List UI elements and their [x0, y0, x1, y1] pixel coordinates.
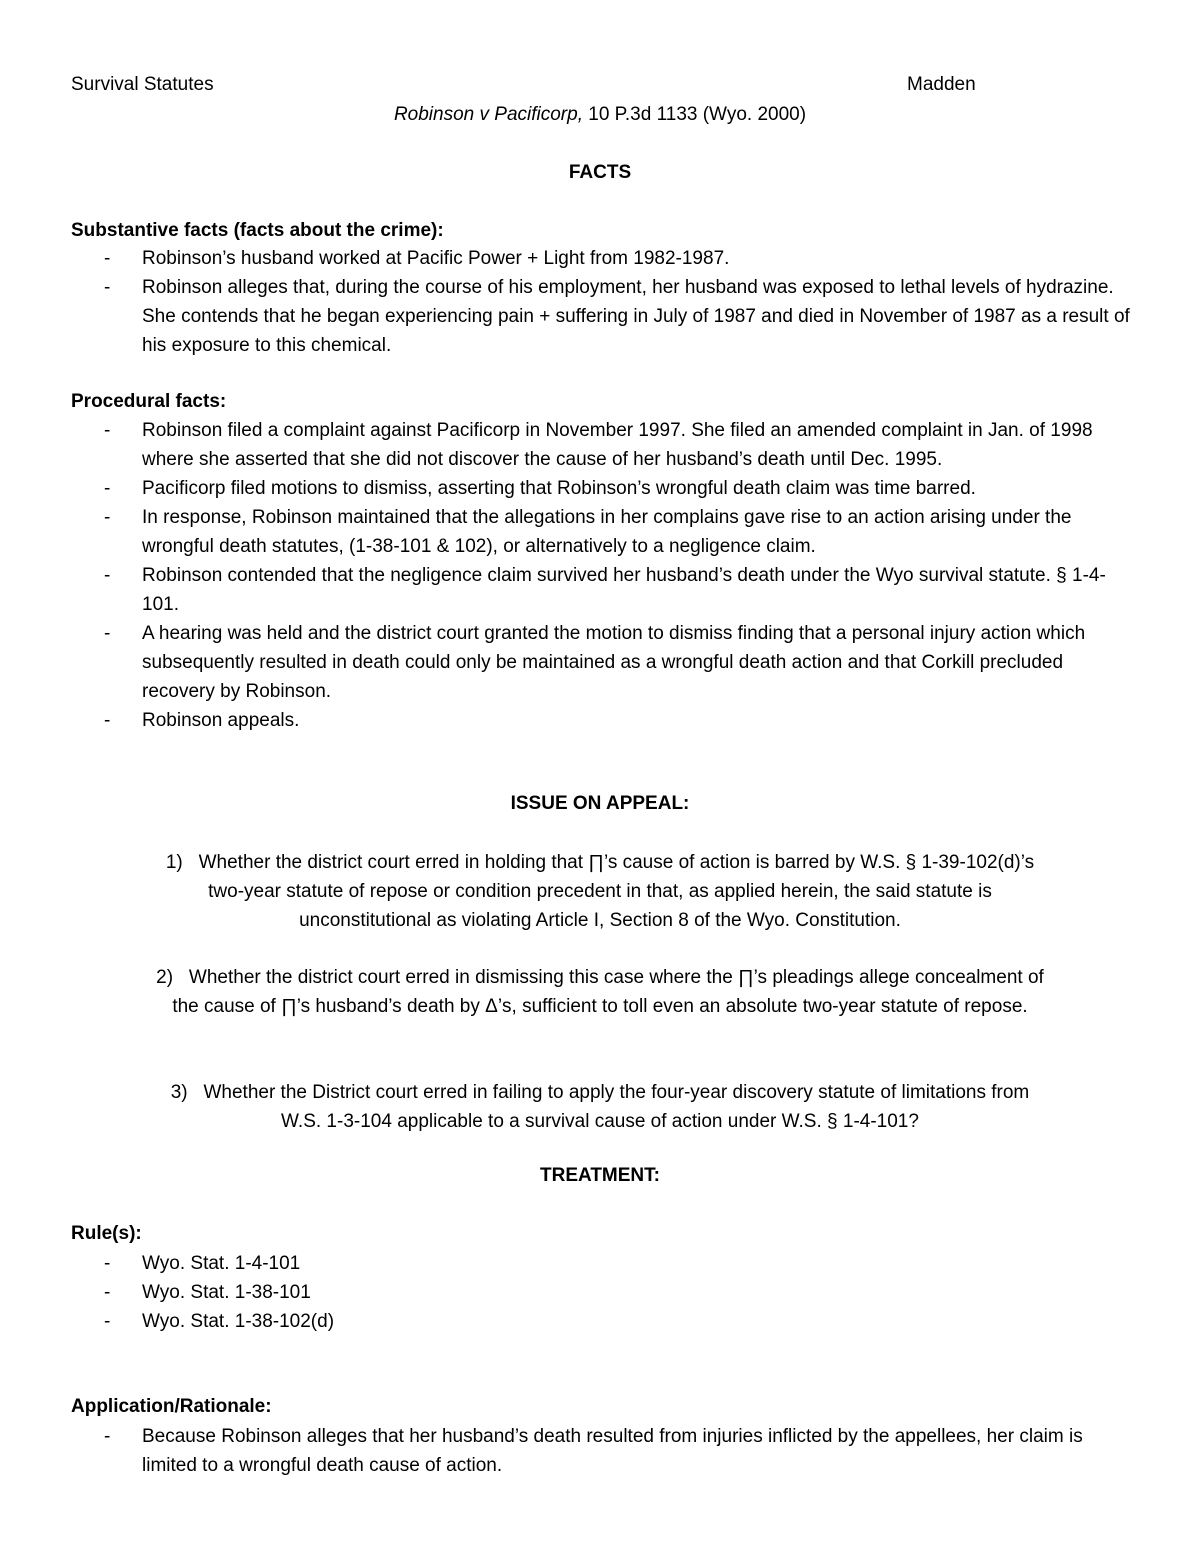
bullet-dash: - [104, 1311, 111, 1332]
issue-item-1: 1) Whether the district court erred in holding that ∏’s cause of action is barred by W.S. § 1-39-102(d)’s two-year statute of repose or condition precedent in that, as applied herein, the said statute is unconstitutional as violating Article I, Section 8 of the Wyo. Constitution. [165, 852, 1035, 931]
bullet-dash: - [104, 277, 111, 298]
rules-list [0, 1249, 1200, 1336]
bullet-dash: - [104, 1253, 111, 1274]
issue-heading: ISSUE ON APPEAL: [510, 793, 690, 814]
list-item: - Wyo. Stat. 1-38-102(d) [0, 1307, 1200, 1336]
list-item: - Robinson filed a complaint against Pacificorp in November 1997. She filed an amended complaint in Jan. of 1998 where she asserted that she did not discover the cause of her husband’s death until Dec. 1995. [0, 416, 1200, 474]
list-item: - Robinson’s husband worked at Pacific Power + Light from 1982-1987. [0, 244, 1200, 273]
issue-number: 2) [156, 967, 174, 988]
list-item: - Because Robinson alleges that her husband’s death resulted from injuries inflicted by the appellees, her claim is limited to a wrongful death cause of action. [0, 1422, 1200, 1480]
bullet-dash: - [104, 507, 111, 528]
list-item: - Wyo. Stat. 1-38-101 [0, 1278, 1200, 1307]
facts-heading: FACTS [568, 162, 632, 183]
header-author: Madden [907, 74, 976, 95]
list-item: - Robinson alleges that, during the course of his employment, her husband was exposed to lethal levels of hydrazine. She contends that he began experiencing pain + suffering in July of 1987 and died in November of 1987 as a result of his exposure to this chemical. [0, 273, 1200, 360]
list-item: - Pacificorp filed motions to dismiss, asserting that Robinson’s wrongful death claim was time barred. [0, 474, 1200, 503]
treatment-heading: TREATMENT: [540, 1165, 660, 1186]
procedural-facts-label: Procedural facts: [71, 391, 227, 412]
bullet-dash: - [104, 420, 111, 441]
bullet-dash: - [104, 710, 111, 731]
bullet-dash: - [104, 248, 111, 269]
issue-number: 1) [165, 852, 183, 873]
issue-number: 3) [170, 1082, 188, 1103]
bullet-dash: - [104, 1282, 111, 1303]
substantive-facts-list [0, 244, 1200, 360]
case-name: Robinson v Pacificorp, [393, 104, 583, 125]
bullet-dash: - [104, 1426, 111, 1447]
list-item: - A hearing was held and the district court granted the motion to dismiss finding that a personal injury action which subsequently resulted in death could only be maintained as a wrongful death action and that Corkill precluded recovery by Robinson. [0, 619, 1200, 706]
header-course-title: Survival Statutes [71, 74, 214, 95]
issue-item-3: 3) Whether the District court erred in failing to apply the four-year discovery statute of limitations from W.S. 1-3-104 applicable to a survival cause of action under W.S. § 1-4-101? [170, 1082, 1030, 1132]
case-citation [0, 104, 1200, 126]
list-item: - Wyo. Stat. 1-4-101 [0, 1249, 1200, 1278]
bullet-dash: - [104, 623, 111, 644]
list-item: - Robinson contended that the negligence claim survived her husband’s death under the Wyo survival statute. § 1-4-101. [0, 561, 1200, 619]
list-item: - In response, Robinson maintained that the allegations in her complains gave rise to an action arising under the wrongful death statutes, (1-38-101 & 102), or alternatively to a negligence claim. [0, 503, 1200, 561]
case-reporter: 10 P.3d 1133 (Wyo. 2000) [582, 104, 807, 125]
issue-item-2: 2) Whether the district court erred in dismissing this case where the ∏’s pleadings allege concealment of the cause of ∏’s husband’s death by Δ’s, sufficient to toll even an absolute two-year statute of repose. [156, 967, 1044, 1017]
application-list [0, 1422, 1200, 1480]
rules-label: Rule(s): [71, 1223, 142, 1244]
bullet-dash: - [104, 565, 111, 586]
bullet-dash: - [104, 478, 111, 499]
list-item: - Robinson appeals. [0, 706, 1200, 735]
substantive-facts-label: Substantive facts (facts about the crime): [71, 220, 444, 241]
procedural-facts-list [0, 416, 1200, 735]
application-label: Application/Rationale: [71, 1396, 272, 1417]
